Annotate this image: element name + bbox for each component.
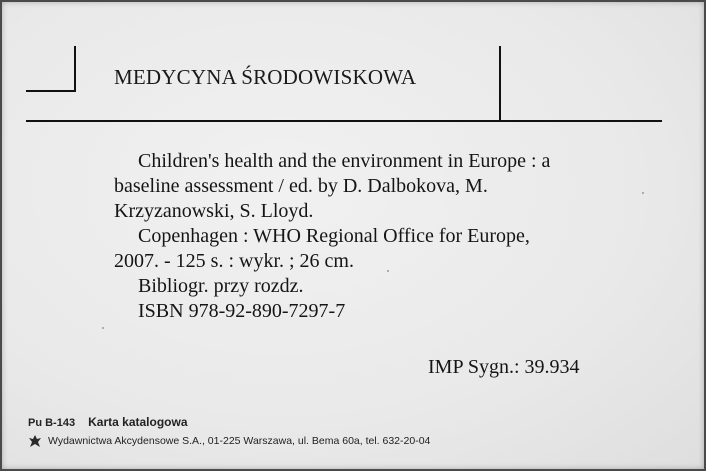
form-identifier <box>28 415 188 429</box>
publisher-logo-icon <box>28 434 42 448</box>
paper-speck <box>642 192 644 194</box>
bibliographic-entry <box>114 149 634 324</box>
corner-bracket-horizontal <box>26 90 76 92</box>
heading-divider <box>499 46 501 122</box>
entry-line: 2007. - 125 s. : wykr. ; 26 cm. <box>114 250 354 272</box>
paper-speck <box>387 270 389 272</box>
corner-bracket-vertical <box>74 46 76 92</box>
subject-heading: MEDYCYNA ŚRODOWISKOWA <box>114 65 417 89</box>
entry-line: Children's health and the environment in Europe : a <box>138 150 551 172</box>
entry-line: Bibliogr. przy rozdz. <box>138 275 304 297</box>
paper-speck <box>102 327 104 329</box>
publisher-text: Wydawnictwa Akcydensowe S.A., 01-225 Warszawa, ul. Bema 60a, tel. 632-20-04 <box>48 435 431 447</box>
publisher-line <box>28 434 430 448</box>
header-rule <box>26 120 662 122</box>
call-number: IMP Sygn.: 39.934 <box>428 356 580 378</box>
catalog-card <box>2 2 704 469</box>
form-label: Karta katalogowa <box>88 415 188 429</box>
entry-line: ISBN 978-92-890-7297-7 <box>138 300 346 322</box>
entry-line: baseline assessment / ed. by D. Dalbokova, M. <box>114 175 488 197</box>
entry-line: Copenhagen : WHO Regional Office for Europe, <box>138 225 530 247</box>
entry-line: Krzyzanowski, S. Lloyd. <box>114 200 314 222</box>
form-code: Pu B-143 <box>28 417 76 429</box>
